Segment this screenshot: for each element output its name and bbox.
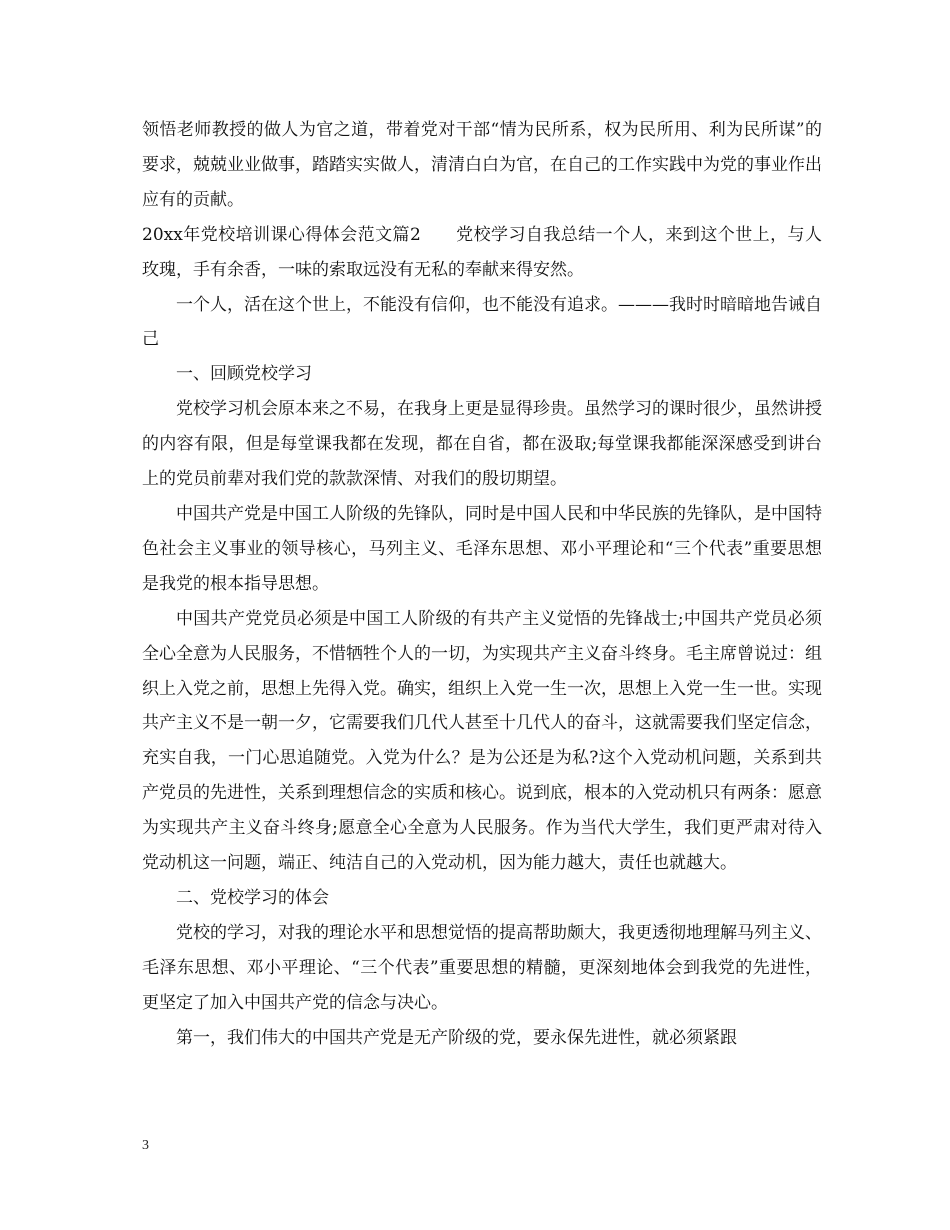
paragraph: 党校学习机会原本来之不易，在我身上更是显得珍贵。虽然学习的课时很少，虽然讲授的内容有限，但是每堂课我都在发现，都在自省，都在汲取;每堂课我都能深深感受到讲台上的党员前辈对我们党的款款深情、对我们的殷切期望。 <box>142 399 822 490</box>
section-heading: 一、回顾党校学习 <box>176 364 312 385</box>
paragraph: 第一，我们伟大的中国共产党是无产阶级的党，要永保先进性，就必须紧跟 <box>176 1027 737 1048</box>
paragraph: 一个人，活在这个世上，不能没有信仰，也不能没有追求。———我时时暗暗地告诫自己 <box>142 294 822 350</box>
page-number: 3 <box>142 1138 149 1153</box>
paragraph: 中国共产党是中国工人阶级的先锋队，同时是中国人民和中华民族的先锋队，是中国特色社会主义事业的领导核心，马列主义、毛泽东思想、邓小平理论和“三个代表”重要思想是我党的根本指导思想。 <box>142 503 822 594</box>
document-body <box>142 113 822 1055</box>
paragraph: 20xx年党校培训课心得体会范文篇2 党校学习自我总结一个人，来到这个世上，与人玫瑰，手有余香，一味的索取远没有无私的奉献来得安然。 <box>142 224 822 280</box>
paragraph: 领悟老师教授的做人为官之道，带着党对干部“情为民所系，权为民所用、利为民所谋”的要求，兢兢业业做事，踏踏实实做人，清清白白为官，在自己的工作实践中为党的事业作出应有的贡献。 <box>142 120 822 210</box>
paragraph: 党校的学习，对我的理论水平和思想觉悟的提高帮助颇大，我更透彻地理解马列主义、毛泽东思想、邓小平理论、“三个代表”重要思想的精髓，更深刻地体会到我党的先进性，更坚定了加入中国共产党的信念与决心。 <box>142 922 822 1013</box>
paragraph: 中国共产党党员必须是中国工人阶级的有共产主义觉悟的先锋战士;中国共产党员必须全心全意为人民服务，不惜牺牲个人的一切，为实现共产主义奋斗终身。毛主席曾说过：组织上入党之前，思想上先得入党。确实，组织上入党一生一次，思想上入党一生一世。实现共产主义不是一朝一夕，它需要我们几代人甚至十几代人的奋斗，这就需要我们坚定信念，充实自我，一门心思追随党。入党为什么？是为公还是为私?这个入党动机问题，关系到共产党员的先进性，关系到理想信念的实质和核心。说到底，根本的入党动机只有两条：愿意为实现共产主义奋斗终身;愿意全心全意为人民服务。作为当代大学生，我们更严肃对待入党动机这一问题，端正、纯洁自己的入党动机，因为能力越大，责任也就越大。 <box>142 608 822 874</box>
section-heading: 二、党校学习的体会 <box>176 887 329 908</box>
